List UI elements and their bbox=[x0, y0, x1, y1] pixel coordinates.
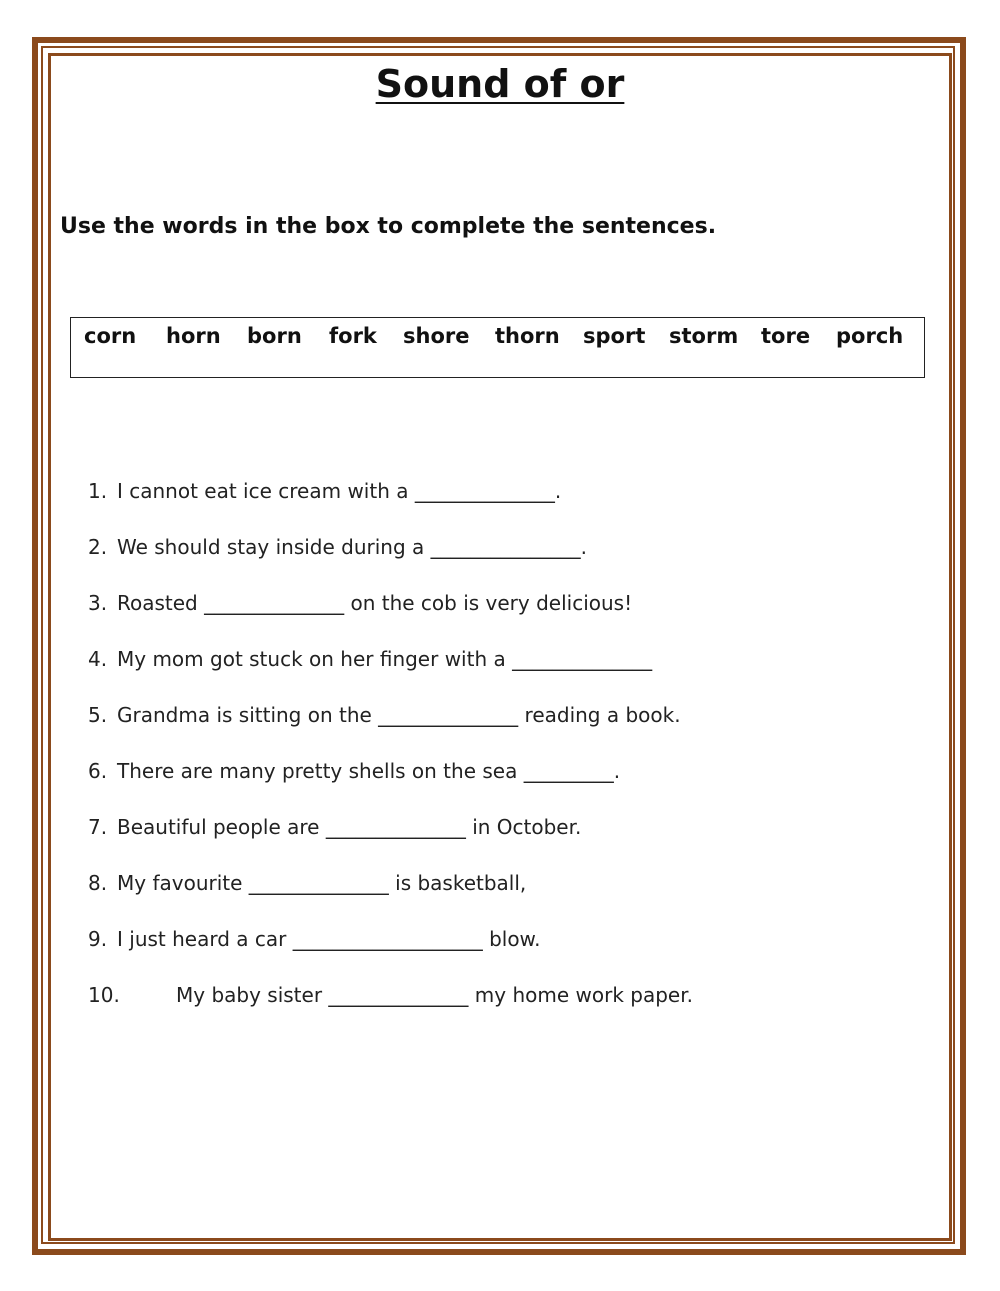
word-bank-item: thorn bbox=[495, 324, 560, 348]
sentence-item bbox=[88, 647, 652, 671]
sentence-item bbox=[88, 983, 693, 1007]
word-bank-item: fork bbox=[329, 324, 377, 348]
sentence-text: We should stay inside during a _______________. bbox=[117, 535, 588, 559]
sentence-item bbox=[88, 759, 620, 783]
sentence-number: 10. bbox=[88, 983, 120, 1007]
sentence-text: My mom got stuck on her finger with a ______________ bbox=[117, 647, 653, 671]
sentence-number: 4. bbox=[88, 647, 108, 671]
sentence-item bbox=[88, 927, 540, 951]
sentence-number: 1. bbox=[88, 479, 108, 503]
sentence-item bbox=[88, 703, 681, 727]
sentence-number: 9. bbox=[88, 927, 108, 951]
word-bank-item: shore bbox=[403, 324, 470, 348]
word-bank-item: corn bbox=[84, 324, 137, 348]
sentence-number: 3. bbox=[88, 591, 108, 615]
sentence-item bbox=[88, 871, 526, 895]
sentence-number: 6. bbox=[88, 759, 108, 783]
worksheet-title: Sound of or bbox=[375, 62, 625, 106]
word-bank-item: tore bbox=[761, 324, 811, 348]
sentence-text: My favourite ______________ is basketball, bbox=[117, 871, 527, 895]
sentence-text: There are many pretty shells on the sea _________. bbox=[117, 759, 621, 783]
sentence-text: Grandma is sitting on the ______________ reading a book. bbox=[117, 703, 681, 727]
word-bank-item: sport bbox=[583, 324, 646, 348]
sentence-item bbox=[88, 535, 587, 559]
sentence-number: 7. bbox=[88, 815, 108, 839]
sentence-text: I just heard a car ___________________ blow. bbox=[117, 927, 541, 951]
sentence-text: Beautiful people are ______________ in October. bbox=[117, 815, 582, 839]
word-bank-item: porch bbox=[836, 324, 904, 348]
sentence-item bbox=[88, 815, 581, 839]
sentence-number: 8. bbox=[88, 871, 108, 895]
sentence-text: My baby sister ______________ my home work paper. bbox=[176, 983, 693, 1007]
word-bank-item: born bbox=[247, 324, 302, 348]
sentence-item bbox=[88, 591, 632, 615]
sentence-item bbox=[88, 479, 561, 503]
word-bank-item: horn bbox=[166, 324, 221, 348]
sentence-number: 5. bbox=[88, 703, 108, 727]
sentence-text: I cannot eat ice cream with a ______________. bbox=[117, 479, 562, 503]
sentence-text: Roasted ______________ on the cob is very delicious! bbox=[117, 591, 633, 615]
word-bank-item: storm bbox=[669, 324, 739, 348]
sentence-number: 2. bbox=[88, 535, 108, 559]
instruction-text: Use the words in the box to complete the sentences. bbox=[60, 214, 717, 239]
